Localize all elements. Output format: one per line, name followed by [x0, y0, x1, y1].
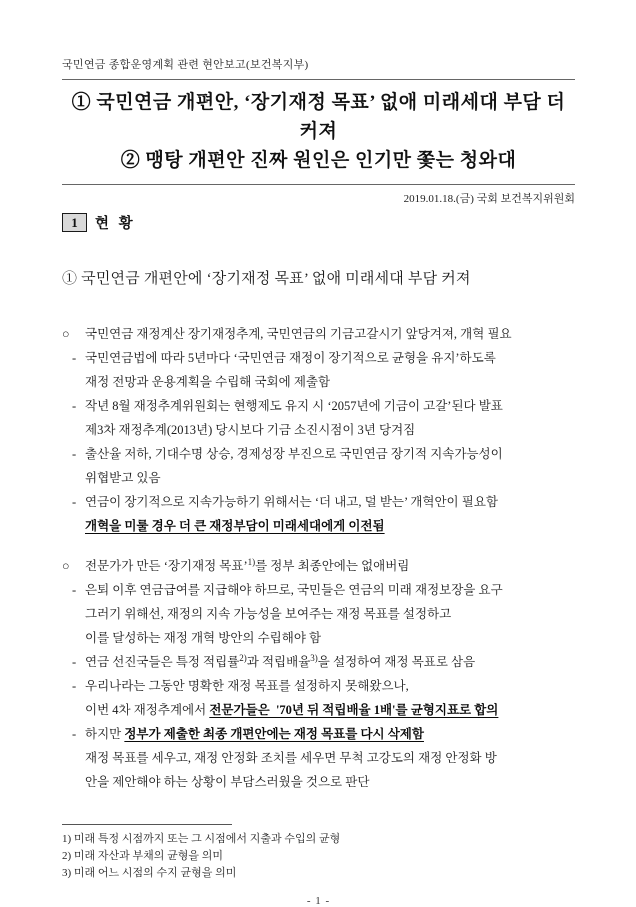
footnotes	[62, 831, 575, 882]
document-title	[62, 88, 575, 185]
footnote-3: 3) 미래 어느 시점의 수지 균형을 의미	[62, 867, 237, 879]
circle-bullet-icon: ○	[62, 559, 70, 573]
body-block-2	[62, 554, 575, 794]
footnote-ref-2: 2)	[239, 652, 247, 663]
dash-bullet-icon: -	[72, 583, 77, 597]
body-line: - 출산율 저하, 기대수명 상승, 경제성장 부진으로 국민연금 장기적 지속가능성이	[62, 442, 575, 466]
date-line: 2019.01.18.(금) 국회 보건복지위원회	[403, 193, 575, 205]
circle-bullet-icon: ○	[62, 327, 70, 341]
body-line: 이를 달성하는 재정 개혁 방안의 수립해야 함	[85, 631, 322, 645]
section-header	[62, 212, 575, 233]
body-line: 제3차 재정추계(2013년) 당시보다 기금 소진시점이 3년 당겨짐	[85, 423, 416, 437]
section-title: 현 황	[95, 216, 136, 232]
body-line: 재정 전망과 운용계획을 수립해 국회에 제출함	[85, 375, 331, 389]
title-line-2: ② 맹탕 개편안 진짜 원인은 인기만 쫓는 청와대	[120, 150, 517, 171]
footnote-1: 1) 미래 특정 시점까지 또는 그 시점에서 지출과 수입의 균형	[62, 833, 341, 845]
page-number: - 1 -	[306, 895, 331, 907]
body-line: - 국민연금법에 따라 5년마다 ‘국민연금 재정이 장기적으로 균형을 유지’하도록	[62, 346, 575, 370]
body-line: 위협받고 있음	[85, 471, 161, 485]
title-line-1: ① 국민연금 개편안, ‘장기재정 목표’ 없애 미래세대 부담 더 커져	[71, 92, 566, 142]
body-line-emphasis: - 하지만 정부가 제출한 최종 개편안에는 재정 목표를 다시 삭제함	[62, 722, 575, 746]
footnote-separator	[62, 824, 232, 825]
body-line: - 연금 선진국들은 특정 적립률$^{2)}$과 적립배율$^{3)}$을 설정하여 재정 목표로 삼음	[62, 650, 575, 674]
body-line: - 작년 8월 재정추계위원회는 현행제도 유지 시 ‘2057년에 기금이 고갈’된다 발표	[62, 394, 575, 418]
subtitle: ① 국민연금 개편안에 ‘장기재정 목표’ 없애 미래세대 부담 커져	[62, 271, 471, 287]
footnote-2: 2) 미래 자산과 부채의 균형을 의미	[62, 850, 224, 862]
footnote-ref-1: 1)	[247, 556, 256, 567]
body-line: - 우리나라는 그동안 명확한 재정 목표를 설정하지 못해왔으나,	[62, 674, 575, 698]
body-line: 안을 제안해야 하는 상황이 부담스러웠을 것으로 판단	[85, 775, 370, 789]
body-line: - 은퇴 이후 연금급여를 지급해야 하므로, 국민들은 연금의 미래 재정보장을 요구	[62, 578, 575, 602]
body-block-1	[62, 322, 575, 538]
dash-bullet-icon: -	[72, 655, 77, 669]
dash-bullet-icon: -	[72, 679, 77, 693]
body-line-emphasis: 개혁을 미룰 경우 더 큰 재정부담이 미래세대에게 이전됨	[85, 519, 385, 533]
doc-label: 국민연금 종합운영계획 관련 현안보고(보건복지부)	[62, 56, 575, 80]
body-line: 그러기 위해선, 재정의 지속 가능성을 보여주는 재정 목표를 설정하고	[85, 607, 452, 621]
dash-bullet-icon: -	[72, 399, 77, 413]
body-line: - 연금이 장기적으로 지속가능하기 위해서는 ‘더 내고, 덜 받는’ 개혁안이 필요함	[62, 490, 575, 514]
body-line: ○ 국민연금 재정계산 장기재정추계, 국민연금의 기금고갈시기 앞당겨져, 개혁 필요	[62, 322, 575, 346]
dash-bullet-icon: -	[72, 447, 77, 461]
dash-bullet-icon: -	[72, 351, 77, 365]
body-line: ○ 전문가가 만든 ‘장기재정 목표’$^{1)}$를 정부 최종안에는 없애버림	[62, 554, 575, 578]
footnote-ref-3: 3)	[310, 652, 318, 663]
body-line: 재정 목표를 세우고, 재정 안정화 조치를 세우면 무척 고강도의 재정 안정화 방	[85, 751, 497, 765]
dash-bullet-icon: -	[72, 495, 77, 509]
body-line-emphasis: 이번 4차 재정추계에서 전문가들은 '70년 뒤 적립배율 1배'를 균형지표로 합의	[85, 703, 499, 717]
section-number-box: 1	[62, 213, 87, 232]
dash-bullet-icon: -	[72, 727, 77, 741]
